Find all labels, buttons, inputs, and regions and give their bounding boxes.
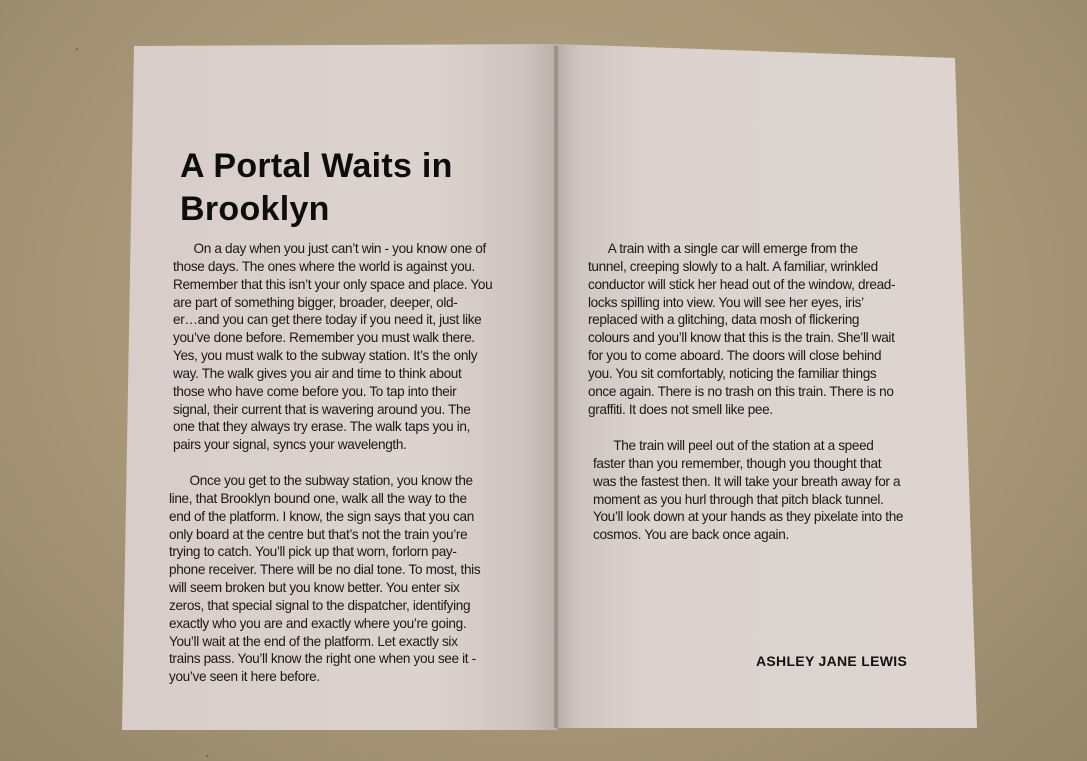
- text-line: will seem broken but you know better. You enter six: [169, 580, 460, 596]
- text-line: faster than you remember, though you thought that: [593, 455, 882, 471]
- text-line: those who have come before you. To tap into their: [173, 383, 457, 399]
- table-speck: [76, 48, 78, 50]
- author-byline: ASHLEY JANE LEWIS: [756, 653, 908, 669]
- text-line: one that they always try erase. The walk taps you in,: [173, 419, 471, 435]
- text-line: graffiti. It does not smell like pee.: [588, 401, 773, 417]
- text-line: Yes, you must walk to the subway station. It’s the only: [173, 348, 478, 364]
- table-speck: [206, 755, 208, 757]
- text-line: er…and you can get there today if you need it, just like: [173, 312, 482, 328]
- text-line: phone receiver. There will be no dial tone. To most, this: [169, 562, 481, 578]
- title-line: A Portal Waits in: [180, 147, 453, 185]
- text-line: locks spilling into view. You will see her eyes, iris’: [588, 294, 864, 310]
- text-line: replaced with a glitching, data mosh of flickering: [588, 312, 860, 328]
- text-line: end of the platform. I know, the sign says that you can: [169, 508, 474, 524]
- text-line: trains pass. You’ll know the right one when you see it -: [169, 651, 476, 667]
- text-line: Once you get to the subway station, you know the: [169, 473, 473, 488]
- left-paragraph-2: [169, 472, 480, 686]
- text-line: Remember that this isn’t your only space and place. You: [173, 276, 493, 292]
- text-line: tunnel, creeping slowly to a halt. A familiar, wrinkled: [588, 258, 878, 274]
- article-title: [180, 145, 540, 231]
- text-line: way. The walk gives you air and time to think about: [173, 365, 462, 381]
- text-line: zeros, that special signal to the dispatcher, identifying: [169, 597, 471, 613]
- text-line: pairs your signal, syncs your wavelength.: [173, 437, 407, 453]
- text-line: The train will peel out of the station at a speed: [593, 438, 874, 453]
- text-line: A train with a single car will emerge from the: [588, 241, 858, 256]
- text-line: are part of something bigger, broader, deeper, old-: [173, 294, 458, 310]
- text-line: line, that Brooklyn bound one, walk all the way to the: [169, 490, 467, 506]
- text-line: trying to catch. You’ll pick up that worn, forlorn pay-: [169, 544, 457, 560]
- text-line: exactly who you are and exactly where you’re going.: [169, 615, 467, 631]
- left-paragraph-1: [173, 240, 492, 454]
- right-paragraph-2: [593, 437, 903, 544]
- text-line: only board at the centre but that’s not the train you’re: [169, 526, 468, 542]
- text-line: those days. The ones where the world is against you.: [173, 258, 475, 274]
- text-line: you’ve done before. Remember you must walk there.: [173, 330, 475, 346]
- text-line: signal, their current that is wavering around you. The: [173, 401, 471, 417]
- text-line: On a day when you just can’t win - you know one of: [173, 241, 486, 256]
- text-line: for you to come aboard. The doors will close behind: [588, 348, 882, 364]
- text-line: was the fastest then. It will take your breath away for a: [593, 473, 901, 489]
- text-line: colours and you’ll know that this is the train. She’ll wait: [588, 330, 895, 346]
- text-line: you. You sit comfortably, noticing the familiar things: [588, 365, 877, 381]
- right-paragraph-1: [588, 240, 895, 418]
- text-line: moment as you hurl through that pitch black tunnel.: [593, 491, 884, 507]
- title-line: Brooklyn: [180, 190, 330, 228]
- text-line: You’ll wait at the end of the platform. Let exactly six: [169, 633, 458, 649]
- text-line: you’ve seen it here before.: [169, 669, 320, 685]
- book-gutter: [553, 46, 559, 728]
- text-line: cosmos. You are back once again.: [593, 527, 789, 543]
- text-line: You’ll look down at your hands as they pixelate into the: [593, 509, 904, 525]
- text-line: once again. There is no trash on this train. There is no: [588, 383, 894, 399]
- text-line: conductor will stick her head out of the window, dread-: [588, 276, 896, 292]
